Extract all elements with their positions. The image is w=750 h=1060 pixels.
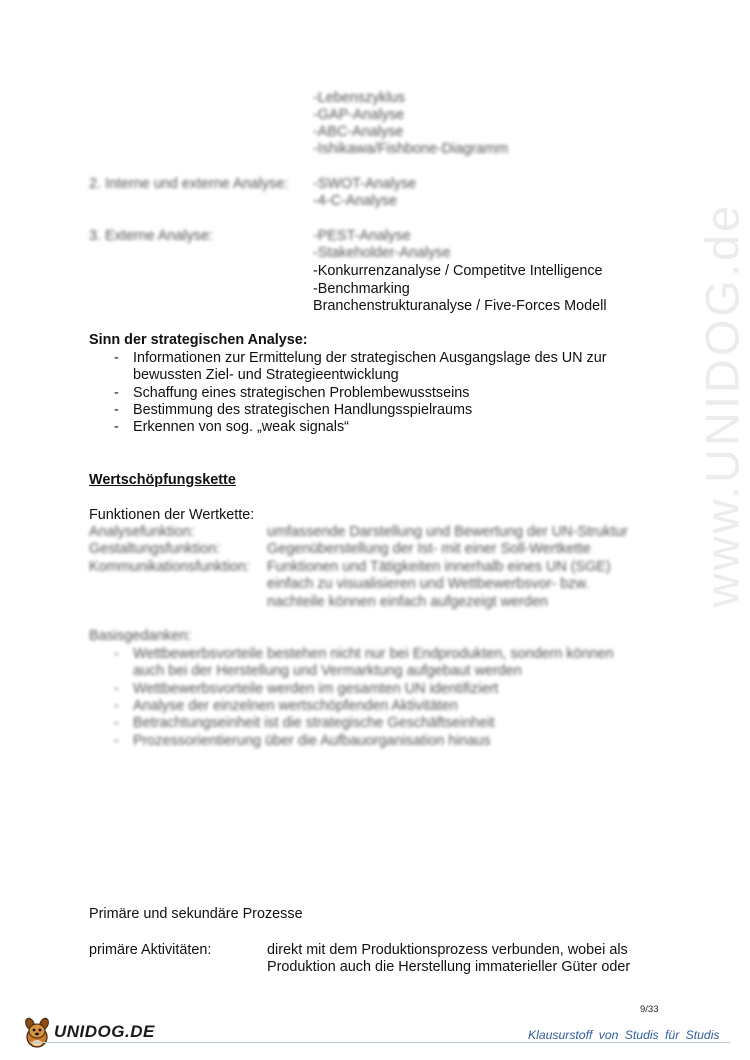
bullet-dash: - [114, 698, 119, 714]
tool-item: -4-C-Analyse [313, 193, 397, 209]
basis-bullet: Wettbewerbsvorteile bestehen nicht nur bei Endprodukten, sondern können [133, 646, 614, 662]
prozesse-text: direkt mit dem Produktionsprozess verbunden, wobei als [267, 942, 628, 958]
funktion-label: Gestaltungsfunktion: [89, 541, 221, 557]
basis-bullet: Prozessorientierung über die Aufbauorganisation hinaus [133, 733, 491, 749]
bullet-dash: - [114, 715, 119, 731]
bullet-dash: - [114, 733, 119, 749]
funktion-text: Gegenüberstellung der Ist- mit einer Soll-Wertkette [267, 541, 591, 557]
wert-heading: Wertschöpfungskette [89, 472, 236, 488]
basis-bullet: Analyse der einzelnen wertschöpfenden Aktivitäten [133, 698, 458, 714]
tool-item: -Lebenszyklus [313, 90, 405, 106]
sinn-bullet: Informationen zur Ermittelung der strategischen Ausgangslage des UN zur [133, 350, 607, 366]
unidog-logo [22, 1012, 155, 1052]
tool-item: -Konkurrenzanalyse / Competitve Intelligence [313, 263, 603, 279]
footer-divider [30, 1042, 730, 1043]
sinn-bullet-cont: bewussten Ziel- und Strategieentwicklung [133, 367, 399, 383]
tool-item: -GAP-Analyse [313, 107, 405, 123]
bullet-dash: - [114, 385, 119, 401]
dog-icon [22, 1015, 52, 1049]
funktion-text-cont: einfach zu visualisieren und Wettbewerbsvor- bzw. [267, 576, 590, 592]
sinn-bullet: Erkennen von sog. „weak signals“ [133, 419, 349, 435]
interne-label: 2. Interne und externe Analyse: [89, 176, 289, 192]
prozesse-label: primäre Aktivitäten: [89, 942, 212, 958]
tool-item: -Benchmarking [313, 281, 410, 297]
basis-bullet: Betrachtungseinheit ist die strategische Geschäftseinheit [133, 715, 495, 731]
funktion-text: umfassende Darstellung und Bewertung der UN-Struktur [267, 524, 628, 540]
bullet-dash: - [114, 402, 119, 418]
tool-item: -Ishikawa/Fishbone-Diagramm [313, 141, 509, 157]
bullet-dash: - [114, 419, 119, 435]
page-number: 9/33 [640, 1004, 659, 1015]
bullet-dash: - [114, 646, 119, 662]
sinn-bullet: Schaffung eines strategischen Problembewusstseins [133, 385, 470, 401]
sinn-bullet: Bestimmung des strategischen Handlungsspielraums [133, 402, 473, 418]
funktion-label: Analysefunktion: [89, 524, 195, 540]
externe-label: 3. Externe Analyse: [89, 228, 213, 244]
funktion-text-cont: nachteile können einfach aufgezeigt werden [267, 594, 548, 610]
tool-item: -PEST-Analyse [313, 228, 411, 244]
prozesse-text: Produktion auch die Herstellung immaterieller Güter oder [267, 959, 631, 975]
tool-item: -Stakeholder-Analyse [313, 245, 451, 261]
tool-item: -SWOT-Analyse [313, 176, 417, 192]
tool-item: -ABC-Analyse [313, 124, 404, 140]
bullet-dash: - [114, 681, 119, 697]
watermark-text: www.UNIDOG.de [695, 202, 749, 608]
sinn-heading: Sinn der strategischen Analyse: [89, 332, 308, 348]
basis-label: Basisgedanken: [89, 628, 192, 644]
funktion-label: Kommunikationsfunktion: [89, 559, 250, 575]
funktion-text: Funktionen und Tätigkeiten innerhalb eines UN (SGE) [267, 559, 611, 575]
funktionen-label: Funktionen der Wertkette: [89, 507, 255, 523]
tool-item: Branchenstrukturanalyse / Five-Forces Modell [313, 298, 607, 314]
prozesse-heading: Primäre und sekundäre Prozesse [89, 906, 303, 922]
bullet-dash: - [114, 350, 119, 366]
basis-bullet: Wettbewerbsvorteile werden im gesamten UN identifiziert [133, 681, 499, 697]
basis-bullet-cont: auch bei der Herstellung und Vermarktung aufgebaut werden [133, 663, 522, 679]
logo-text: UNIDOG.DE [54, 1022, 155, 1041]
footer-text: Klausurstoff von Studis für Studis [528, 1028, 720, 1042]
